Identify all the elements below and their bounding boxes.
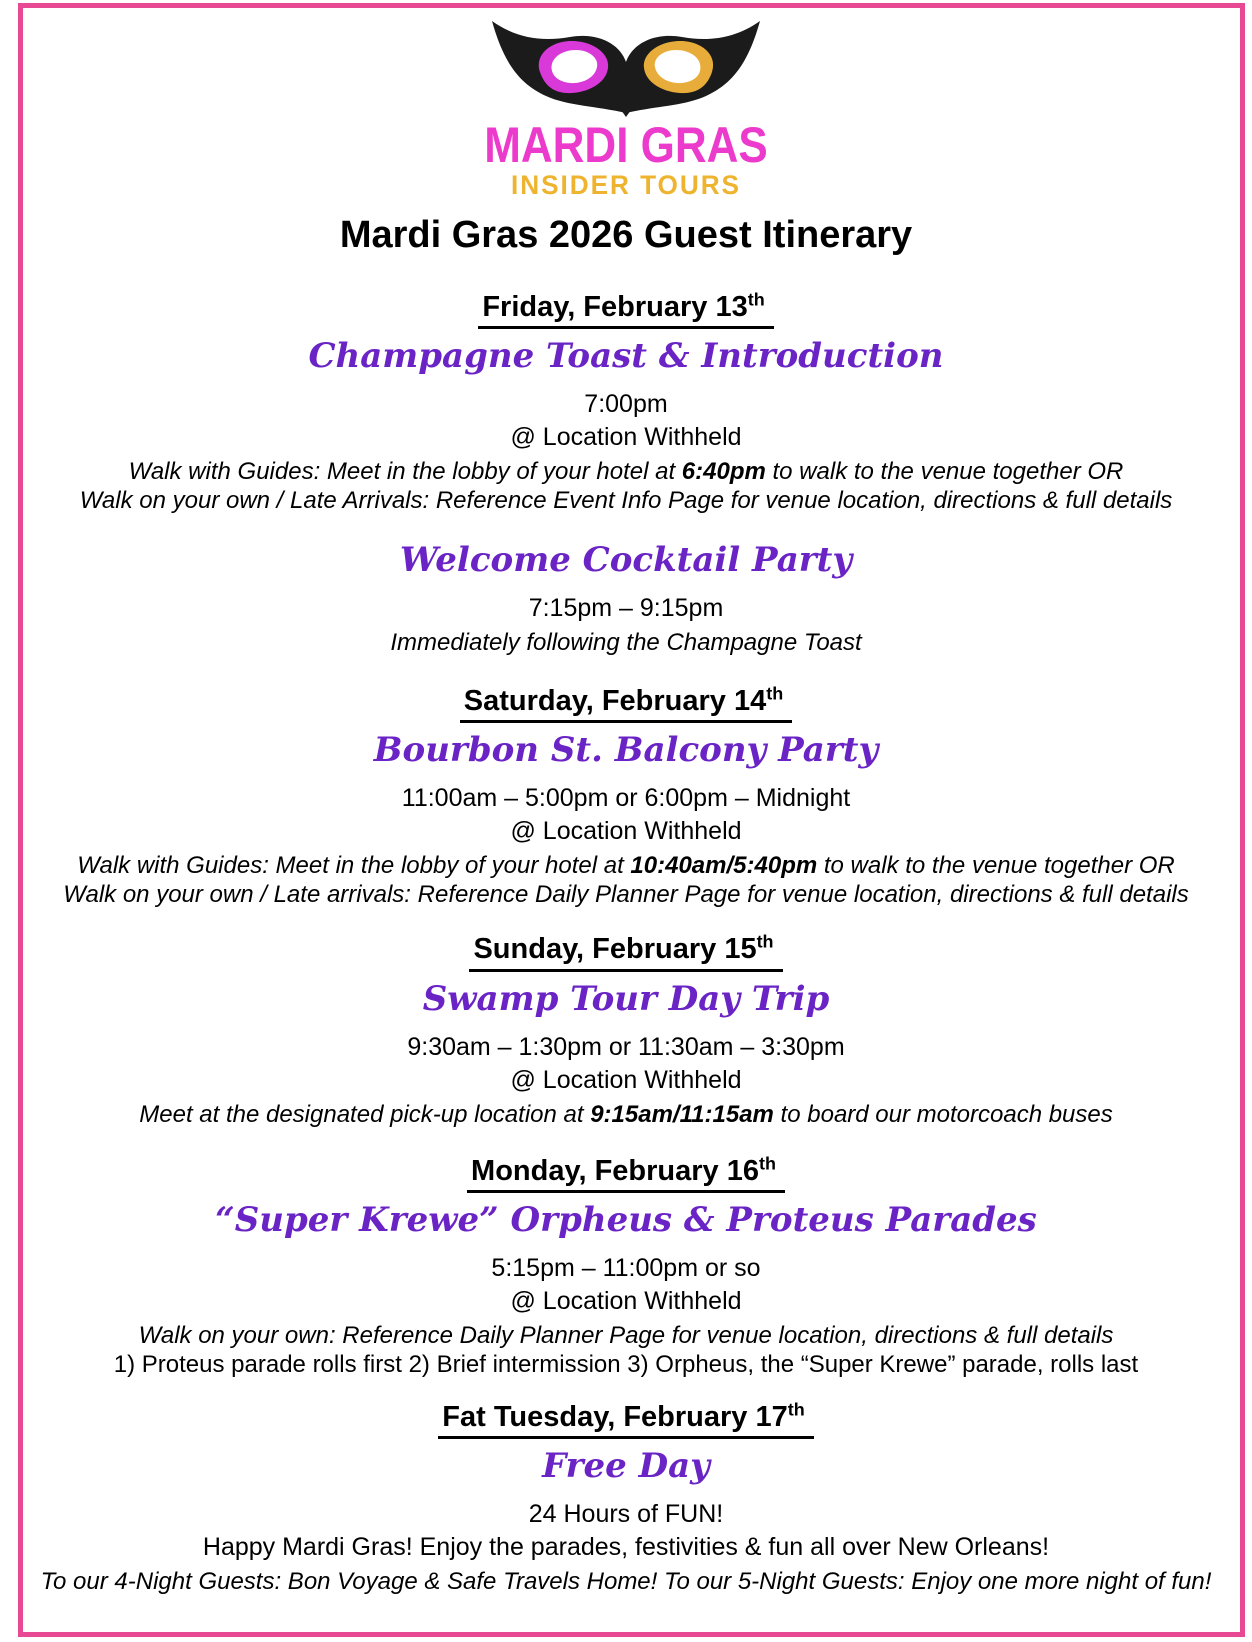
section-sunday: [0, 933, 1252, 1128]
day-ordinal-suffix: th: [787, 1399, 805, 1420]
event-title: Welcome Cocktail Party: [399, 540, 853, 581]
day-ordinal-suffix: th: [766, 683, 784, 704]
pickup-note: [0, 1100, 1252, 1129]
walk-with-guides-note: [0, 457, 1252, 486]
event-location: @ Location Withheld: [510, 817, 742, 846]
parade-order-note: 1) Proteus parade rolls first 2) Brief intermission 3) Orpheus, the “Super Krewe” parade, rolls last: [113, 1351, 1139, 1379]
note-text: Walk with Guides: Meet in the lobby of your hotel at: [77, 852, 631, 880]
day-heading: [0, 1401, 1252, 1439]
day-date: Fat Tuesday, February 17: [442, 1401, 788, 1434]
section-monday: [0, 1155, 1252, 1379]
brand-tagline: INSIDER TOURS: [511, 170, 741, 200]
day-heading: [0, 291, 1252, 329]
note-text: to walk to the venue together OR: [817, 852, 1175, 880]
brand-name: MARDI GRAS: [484, 117, 768, 173]
note-bold-time: 9:15am/11:15am: [590, 1100, 774, 1128]
walk-on-own-note: Walk on your own / Late Arrivals: Reference Event Info Page for venue location, directions & full details: [79, 487, 1173, 515]
note-text: to walk to the venue together OR: [765, 458, 1124, 486]
fun-line: 24 Hours of FUN!: [528, 1500, 724, 1529]
day-ordinal-suffix: th: [747, 289, 765, 310]
event-title: Swamp Tour Day Trip: [422, 978, 830, 1019]
logo: [0, 16, 1252, 201]
day-date: Saturday, February 14: [463, 685, 767, 718]
day-date: Sunday, February 15: [473, 933, 757, 966]
page-title: Mardi Gras 2026 Guest Itinerary: [339, 213, 913, 256]
event-time: 5:15pm – 11:00pm or so: [491, 1254, 761, 1283]
event-title: Champagne Toast & Introduction: [308, 336, 944, 377]
walk-on-own-note: Walk on your own / Late arrivals: Reference Daily Planner Page for venue location, directions & full details: [63, 881, 1189, 909]
section-fat-tuesday: [0, 1401, 1252, 1596]
day-ordinal-suffix: th: [756, 931, 774, 952]
note-text: Meet at the designated pick-up location at: [139, 1100, 591, 1128]
note-bold-time: 6:40pm: [681, 458, 766, 486]
day-heading: [0, 685, 1252, 723]
event-title: “Super Krewe” Orpheus & Proteus Parades: [215, 1200, 1037, 1241]
walk-on-own-note: Walk on your own: Reference Daily Planner Page for venue location, directions & full details: [138, 1322, 1114, 1350]
walk-with-guides-note: [0, 851, 1252, 880]
masquerade-mask-icon: [476, 16, 776, 118]
section-saturday: [0, 685, 1252, 909]
happy-mardi-gras-line: Happy Mardi Gras! Enjoy the parades, festivities & fun all over New Orleans!: [202, 1533, 1050, 1562]
event-note: Immediately following the Champagne Toast: [390, 629, 862, 657]
event-location: @ Location Withheld: [510, 423, 742, 452]
event-time: 11:00am – 5:00pm or 6:00pm – Midnight: [401, 784, 851, 813]
event-time: 7:15pm – 9:15pm: [528, 594, 724, 623]
event-time: 7:00pm: [584, 390, 668, 419]
event-title: Free Day: [542, 1446, 710, 1487]
section-friday: [0, 291, 1252, 515]
event-location: @ Location Withheld: [510, 1287, 742, 1316]
day-heading: [0, 933, 1252, 971]
event-location: @ Location Withheld: [510, 1065, 742, 1094]
day-ordinal-suffix: th: [758, 1153, 776, 1174]
note-text: to board our motorcoach buses: [773, 1100, 1113, 1128]
day-date: Monday, February 16: [471, 1154, 759, 1187]
day-heading: [0, 1155, 1252, 1193]
event-title: Bourbon St. Balcony Party: [373, 730, 879, 771]
note-bold-time: 10:40am/5:40pm: [630, 852, 818, 880]
section-welcome-cocktail-party: [0, 539, 1252, 657]
event-time: 9:30am – 1:30pm or 11:30am – 3:30pm: [407, 1032, 845, 1061]
day-date: Friday, February 13: [482, 290, 748, 323]
farewell-note: To our 4-Night Guests: Bon Voyage & Safe Travels Home! To our 5-Night Guests: Enjoy one more night of fun!: [40, 1568, 1212, 1596]
note-text: Walk with Guides: Meet in the lobby of your hotel at: [128, 458, 682, 486]
